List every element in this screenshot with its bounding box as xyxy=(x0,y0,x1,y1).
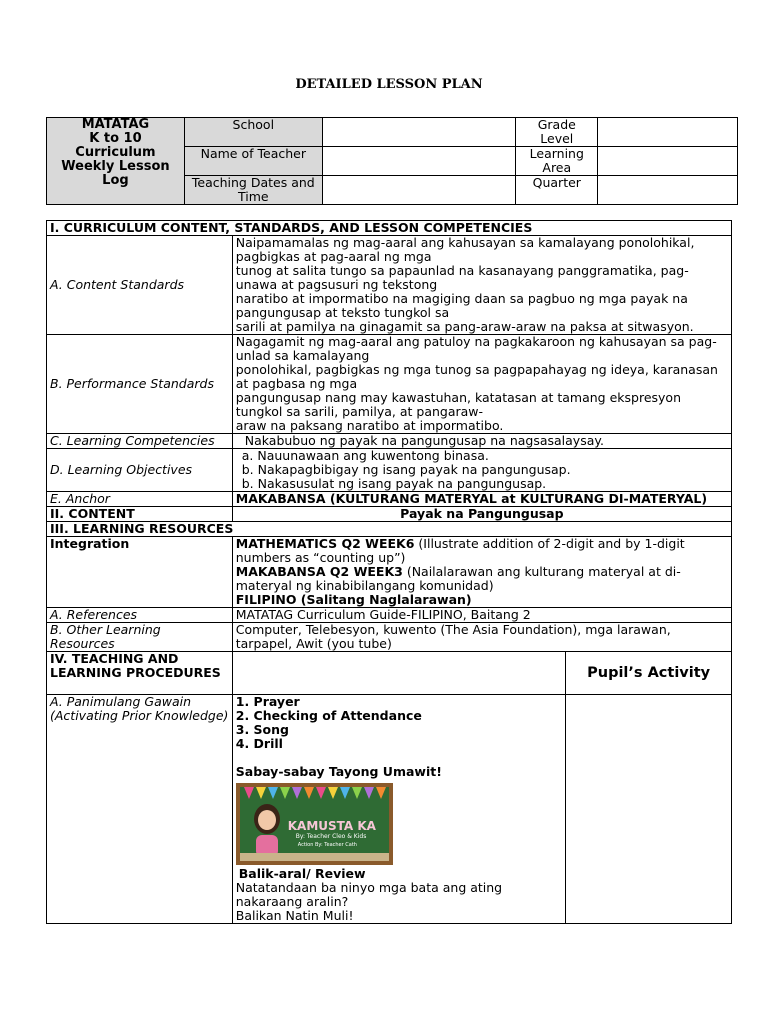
references-label: A. References xyxy=(47,608,233,623)
image-action-credit: Action By: Teacher Cath xyxy=(297,842,357,848)
integration-item: MATHEMATICS Q2 WEEK6 (Illustrate addition of 2-digit and by 1-digit numbers as “counting up”) xyxy=(235,536,685,565)
anchor-label: E. Anchor xyxy=(47,492,233,507)
step-item: 1. Prayer xyxy=(235,694,300,709)
pupil-activity-header: Pupil’s Activity xyxy=(566,652,732,695)
image-title: KAMUSTA KA xyxy=(287,819,376,833)
document-title: DETAILED LESSON PLAN xyxy=(295,77,483,92)
song-heading: Sabay-sabay Tayong Umawit! xyxy=(235,764,442,779)
other-resources-value: Computer, Telebesyon, kuwento (The Asia Foundation), mga larawan, tarpapel, Awit (you tube) xyxy=(232,623,731,652)
objectives-list xyxy=(232,449,731,492)
content-value: Payak na Pangungusap xyxy=(232,507,731,522)
competencies-value: Nakabubuo ng payak na pangungusap na nagsasalaysay. xyxy=(232,434,731,449)
lesson-plan-table xyxy=(46,220,732,924)
school-label: School xyxy=(184,118,322,147)
content-standards-value: Naipamamalas ng mag-aaral ang kahusayan sa kamalayang ponolohikal, pagbigkas at pag-aaral ng mga tunog at salita tungo sa papaunlad na kasanayang panggramatika, pag-unawa at pagsusuri ng tekstong naratibo at impormatibo na magiging daan sa pagbuo ng mga payak na pangungusap at teksto tungkol sa sarili at pamilya na ginagamit sa pang-araw-araw na paksa at sitwasyon. xyxy=(232,236,731,335)
teaching-dates-value[interactable] xyxy=(322,176,516,205)
performance-standards-value: Nagagamit ng mag-aaral ang patuloy na pagkakaroon ng kahusayan sa pag-unlad sa kamalayang ponolohikal, pagbigkas ng mga tunog sa pagpapahayag ng ideya, karanasan at pagbasa ng mga pangungusap nang may kawastuhan, katatasan at tamang ekspresyon tungkol sa sarili, pamilya, at pangaraw- araw na paksang naratibo at impormatibo. xyxy=(232,335,731,434)
teacher-value[interactable] xyxy=(322,147,516,176)
grade-level-value[interactable] xyxy=(598,118,738,147)
teacher-avatar-icon xyxy=(250,801,284,857)
header-table xyxy=(46,117,738,205)
review-line: Balikan Natin Muli! xyxy=(235,908,354,923)
review-line: Natatandaan ba ninyo mga bata ang ating nakaraang aralin? xyxy=(235,880,503,909)
performance-standards-label: B. Performance Standards xyxy=(47,335,233,434)
other-resources-label: B. Other Learning Resources xyxy=(47,623,233,652)
school-value[interactable] xyxy=(322,118,516,147)
learning-area-label: Learning Area xyxy=(516,147,598,176)
section1-heading: I. CURRICULUM CONTENT, STANDARDS, AND LESSON COMPETENCIES xyxy=(47,221,732,236)
image-footer-strip xyxy=(240,853,389,861)
references-value: MATATAG Curriculum Guide-FILIPINO, Baitang 2 xyxy=(232,608,731,623)
objectives-label: D. Learning Objectives xyxy=(47,449,233,492)
curriculum-log-label: MATATAG K to 10 Curriculum Weekly Lesson Log xyxy=(47,118,185,205)
review-heading: Balik-aral/ Review xyxy=(238,866,366,881)
step-item: 4. Drill xyxy=(235,736,283,751)
teacher-activity-header xyxy=(232,652,566,695)
anchor-value: MAKABANSA (KULTURANG MATERYAL at KULTURANG DI-MATERYAL) xyxy=(232,492,731,507)
teacher-label: Name of Teacher xyxy=(184,147,322,176)
section4-heading: IV. TEACHING AND LEARNING PROCEDURES xyxy=(47,652,233,695)
step-item: 3. Song xyxy=(235,722,289,737)
integration-item: MAKABANSA Q2 WEEK3 (Nailalarawan ang kulturang materyal at di-materyal ng kinabibilangang komunidad) xyxy=(235,564,681,593)
quarter-label: Quarter xyxy=(516,176,598,205)
image-subtitle: By: Teacher Cleo & Kids xyxy=(295,833,367,840)
activity-label: A. Panimulang Gawain (Activating Prior Knowledge) xyxy=(47,695,233,924)
content-standards-label: A. Content Standards xyxy=(47,236,233,335)
step-item: 2. Checking of Attendance xyxy=(235,708,422,723)
objective-item: a. Nauunawaan ang kuwentong binasa. xyxy=(241,448,489,463)
objective-item: b. Nakapagbibigay ng isang payak na pangungusap. xyxy=(241,462,571,477)
section3-heading: III. LEARNING RESOURCES xyxy=(47,522,732,537)
section2-heading: II. CONTENT xyxy=(47,507,233,522)
grade-level-label: Grade Level xyxy=(516,118,598,147)
quarter-value[interactable] xyxy=(598,176,738,205)
competencies-label: C. Learning Competencies xyxy=(47,434,233,449)
pupil-activity-content xyxy=(566,695,732,924)
activity-content xyxy=(232,695,566,924)
integration-list xyxy=(232,537,731,608)
bunting-flags-icon xyxy=(240,787,389,801)
teaching-dates-label: Teaching Dates and Time xyxy=(184,176,322,205)
integration-label: Integration xyxy=(47,537,233,608)
objective-item: b. Nakasusulat ng isang payak na pangungusap. xyxy=(241,476,547,491)
integration-item: FILIPINO (Salitang Naglalarawan) xyxy=(235,592,472,607)
song-thumbnail-image[interactable] xyxy=(236,783,393,865)
learning-area-value[interactable] xyxy=(598,147,738,176)
